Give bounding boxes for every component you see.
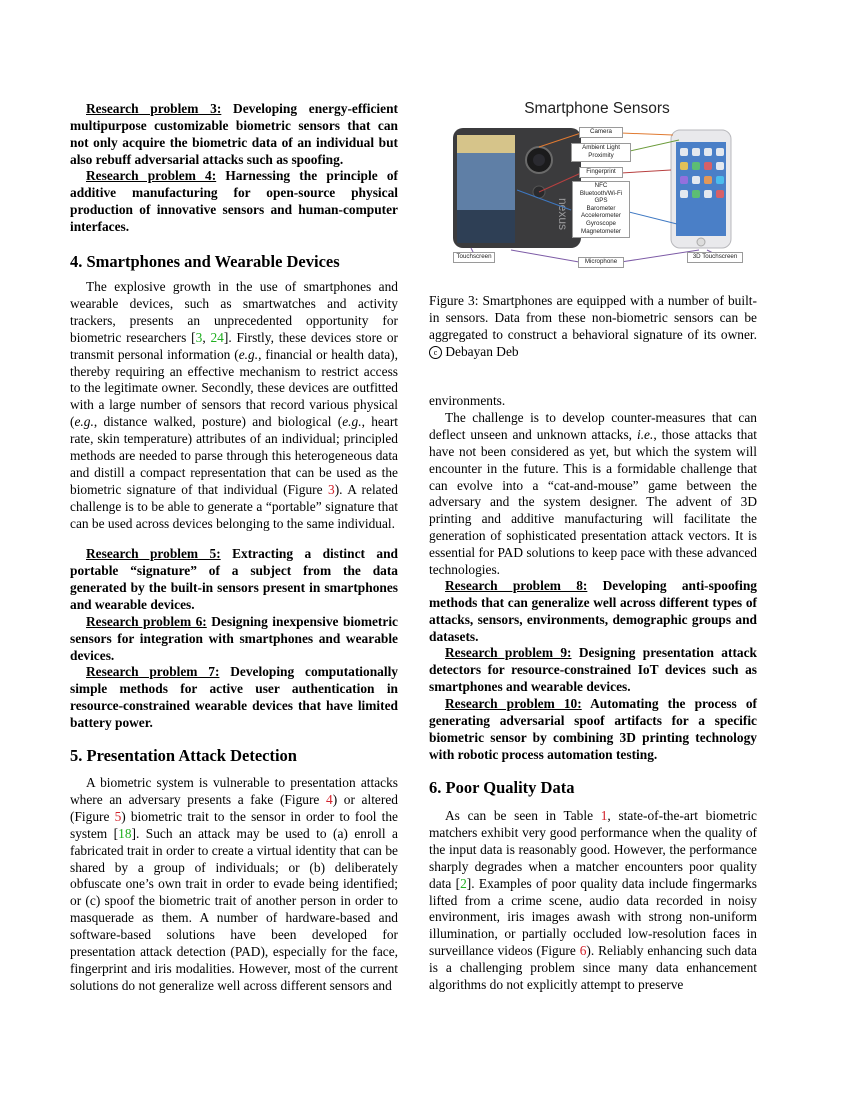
- research-problem-4: [70, 168, 398, 236]
- label-3d-touchscreen: 3D Touchscreen: [687, 252, 743, 263]
- label-sensors-list: NFC Bluetooth/Wi-Fi GPS Barometer Accelerometer Gyroscope Magnetometer: [572, 181, 630, 238]
- research-problem-text: Automating the process of generating adversarial spoof artifacts for a specific biometric sensor by combining 3D printing technology with robotic process automation testing.: [429, 696, 757, 762]
- label-camera: Camera: [579, 127, 623, 138]
- iphone-screen: [676, 142, 726, 236]
- section-4-paragraph: The explosive growth in the use of smartphones and wearable devices, such as smartwatches and activity trackers, presents an unprecedented opportunity for biometric researchers [3, 24]. Firstly, these devices store or transmit personal information (e.g., financial or health data), thereby requiring an effective mechanism to restrict access to the legitimate owner. Secondly, these devices are outfitted with a large number of sensors that record various physical (e.g., distance walked, posture) and biological (e.g., heart rate, skin temperature) attributes of an individual; principled methods are needed to parse through this heterogeneous data and distill a compact representation that can be used as the biometric signature of that individual (Figure 3). A related challenge is to be able to generate a “portable” signature that can be used across devices belonging to the same individual.: [70, 279, 398, 531]
- smartphone-sensors-figure: [451, 100, 743, 266]
- section-heading-4: 4. Smartphones and Wearable Devices: [70, 252, 340, 271]
- research-problem-7: [70, 664, 398, 732]
- phone-brand-label: nexus: [556, 198, 570, 231]
- research-problem-text: Developing anti-spoofing methods that can generalize well across different types of attacks, sensors, environments, demographic groups and datasets.: [429, 578, 757, 644]
- label-fingerprint: Fingerprint: [579, 167, 623, 178]
- research-problem-9: [429, 645, 757, 696]
- research-problem-text: Extracting a distinct and portable “signature” of a subject from the data generated by the built-in sensors present in smartphones and wearable devices.: [70, 546, 399, 612]
- table-reference-link[interactable]: 1: [600, 808, 608, 823]
- research-problem-label: Research problem 8:: [445, 578, 588, 593]
- research-problem-label: Research problem 9:: [445, 645, 572, 660]
- research-problem-text: Designing presentation attack detectors for resource-constrained IoT devices such as smartphones and wearable devices.: [429, 645, 758, 694]
- research-problem-label: Research problem 5:: [86, 546, 221, 561]
- figure-reference-link[interactable]: 5: [114, 808, 122, 824]
- label-microphone: Microphone: [578, 257, 624, 268]
- figure-credit: Debayan Deb: [442, 343, 519, 359]
- research-problem-text: Developing energy-efficient multipurpose customizable biometric sensors that can not only acquire the biometric data of an individual but also rebuff adversarial attacks such as spoofing.: [70, 101, 398, 167]
- section-heading-6: 6. Poor Quality Data: [429, 778, 575, 797]
- label-ambient-light: Ambient Light Proximity: [571, 143, 631, 162]
- research-problem-text: Harnessing the principle of additive manufacturing for open-source physical production of innovative sensors and human-computer interfaces.: [70, 168, 398, 234]
- pad-continued-paragraph: environments. The challenge is to develop counter-measures that can deflect unseen and unknown attacks, i.e., those attacks that have not been considered as yet, but which the system will encounter in the future. This is a formidable challenge that can evolve into a “cat-and-mouse” game between the adversary and the system designer. The advent of 3D printing and additive manufacturing will facilitate the generation of sophisticated presentation attack vectors. It is essential for PAD solutions to keep pace with these advanced technologies.: [429, 393, 757, 578]
- figure-reference-link[interactable]: 6: [579, 943, 587, 959]
- research-problem-3: [70, 101, 398, 169]
- research-problem-10: [429, 696, 757, 764]
- copyright-icon: c: [429, 346, 442, 359]
- section-heading-5: 5. Presentation Attack Detection: [70, 746, 297, 765]
- research-problem-label: Research problem 6:: [86, 614, 207, 629]
- citation-link[interactable]: 24: [210, 329, 224, 345]
- figure-caption-text: Figure 3: Smartphones are equipped with a number of built-in sensors. Data from these non-biometric sensors can be aggregated to construct a behavioral signature of its owner.: [429, 293, 757, 342]
- research-problem-label: Research problem 7:: [86, 664, 220, 679]
- citation-link[interactable]: 2: [460, 875, 467, 891]
- section-5-paragraph: A biometric system is vulnerable to presentation attacks where an adversary presents a fake (Figure 4) or altered (Figure 5) biometric trait to the sensor in order to fool the system [18]. Such an attack may be used to (a) enroll a fabricated trait in order to create a virtual identity that can be shared by a group of individuals; or (b) deliberately obfuscate one’s own trait in order to evade being identified; or (c) spoof the biometric trait of another person in order to masquerade as them. A number of hardware-based and software-based solutions have been developed for presentation attack detection (PAD), especially for the face, fingerprint and iris modalities. However, most of the current solutions do not generalize well across different sensors and: [70, 775, 398, 993]
- figure-reference-link[interactable]: 4: [326, 791, 333, 807]
- research-problem-label: Research problem 10:: [445, 696, 582, 711]
- citation-link[interactable]: 3: [195, 329, 203, 345]
- research-problem-label: Research problem 3:: [86, 101, 222, 116]
- research-problem-text: Designing inexpensive biometric sensors for integration with smartphones and wearable devices.: [70, 614, 399, 663]
- figure-caption: [429, 293, 757, 361]
- research-problem-8: [429, 578, 757, 646]
- research-problem-text: Developing computationally simple methods for active user authentication in resource-constrained wearable devices that have limited battery power.: [70, 664, 398, 730]
- research-problem-6: [70, 614, 398, 665]
- research-problem-5: [70, 546, 398, 614]
- research-problem-label: Research problem 4:: [86, 168, 217, 183]
- section-6-paragraph: As can be seen in Table 1, state-of-the-art biometric matchers exhibit very good performance when the quality of the input data is reasonably good. However, the performance sharply degrades when a matcher encounters poor quality data [2]. Examples of poor quality data include fingermarks lifted from a crime scene, audio data recorded in noisy environment, iris images awash with strong non-uniform illumination, or partially occluded low-resolution faces in surveillance videos (Figure 6). Reliably enhancing such data is a challenging problem since many data enhancement algorithms do not explicitly attempt to preserve: [429, 808, 757, 993]
- citation-link[interactable]: 18: [118, 825, 132, 841]
- label-touchscreen: Touchscreen: [453, 252, 495, 263]
- home-button-icon: [697, 238, 705, 246]
- figure-title: Smartphone Sensors: [524, 100, 670, 117]
- figure-reference-link[interactable]: 3: [327, 481, 335, 497]
